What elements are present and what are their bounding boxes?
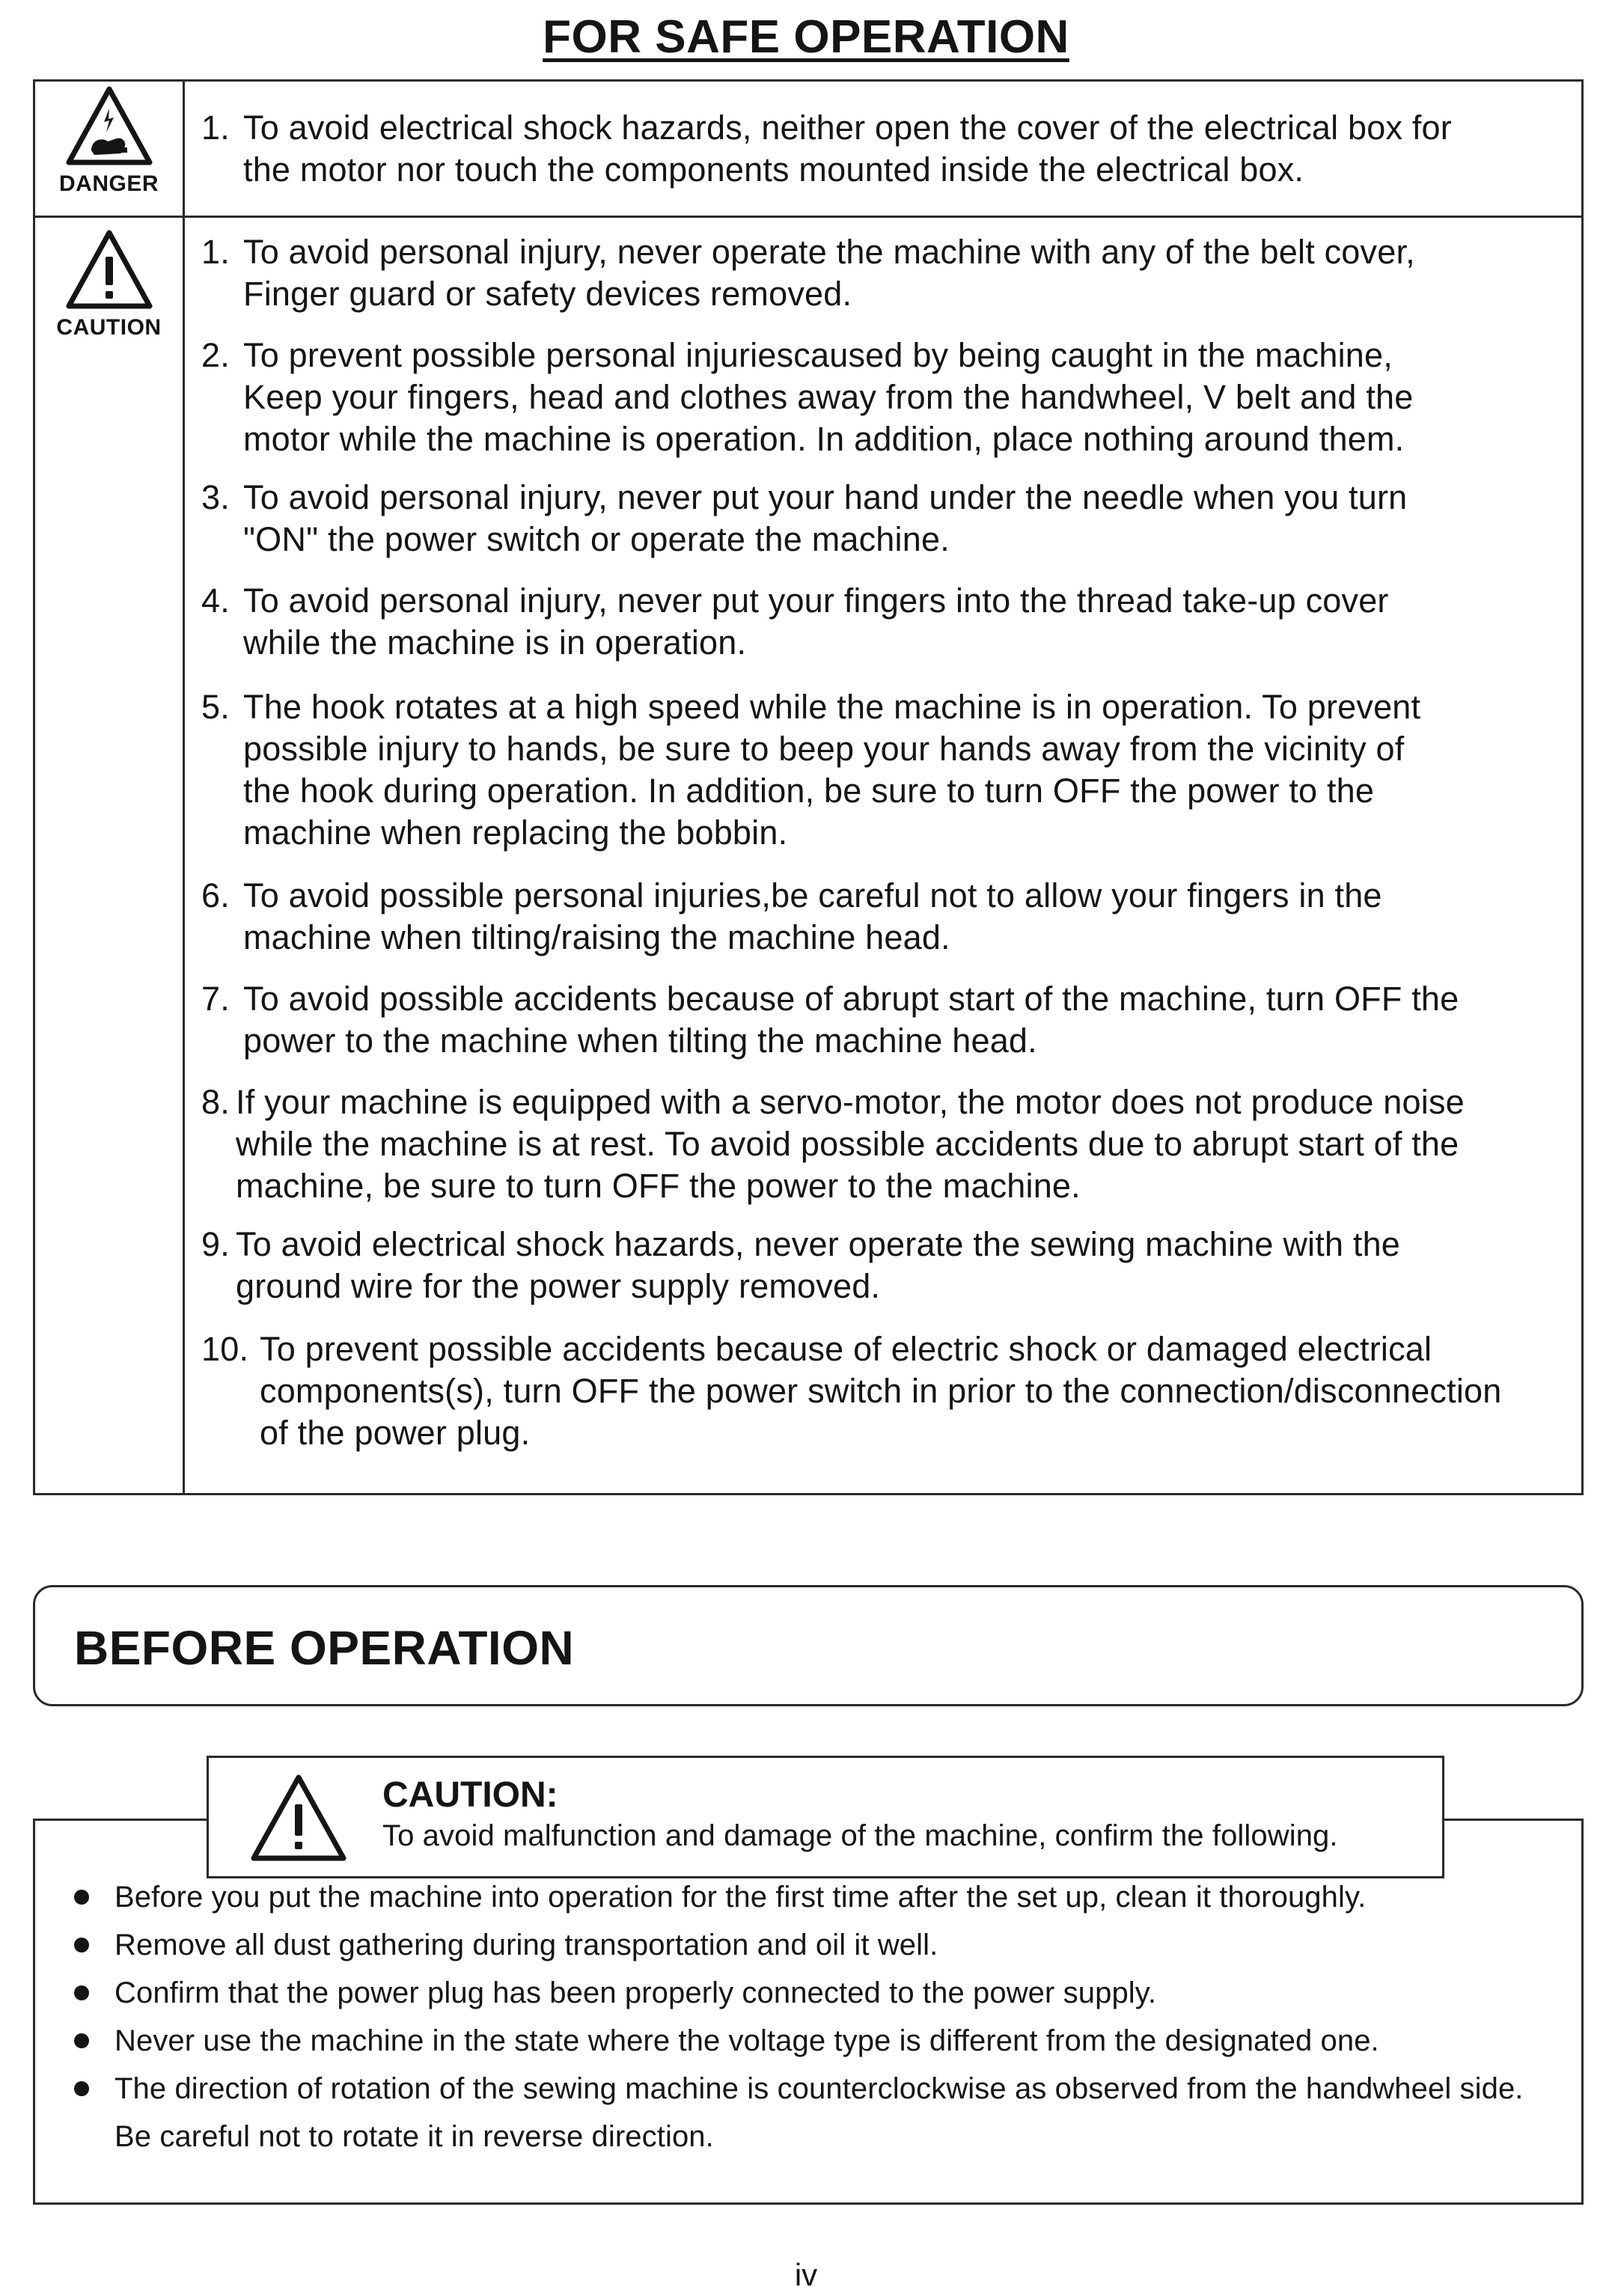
caution-item (201, 1224, 1571, 1307)
caution-item (201, 231, 1571, 315)
caution-item (201, 686, 1571, 854)
caution-text: To avoid malfunction and damage of the machine, confirm the following. (382, 1819, 1338, 1852)
danger-label: DANGER (58, 171, 159, 196)
page-number: iv (794, 2257, 818, 2292)
caution-item (201, 1081, 1571, 1207)
bullet-dot-icon (74, 2033, 89, 2048)
item-text: To prevent possible accidents because of electric shock or damaged electrical components(s), turn OFF the power switch in prior to the connection/disconnection of the power plug. (260, 1330, 1502, 1452)
caution-symbol (35, 228, 183, 341)
item-number: 5. (201, 688, 230, 726)
caution-item (201, 978, 1571, 1062)
item-number: 2. (201, 336, 230, 374)
list-item-text: Remove all dust gathering during transportation and oil it well. (115, 1929, 938, 1961)
item-text: To avoid personal injury, never put your hand under the needle when you turn "ON" the power switch or operate the machine. (243, 478, 1408, 558)
before-operation-header (33, 1585, 1584, 1706)
item-number: 1. (201, 233, 230, 271)
page-title: FOR SAFE OPERATION (543, 11, 1069, 63)
item-text: To avoid possible personal injuries,be careful not to allow your fingers in the machine when tilting/raising the machine head. (243, 876, 1382, 956)
item-number: 1. (201, 109, 230, 147)
item-text: To avoid electrical shock hazards, never operate the sewing machine with the ground wire for the power supply removed. (236, 1225, 1401, 1305)
item-text: The hook rotates at a high speed while the machine is in operation. To prevent possible injury to hands, be sure to beep your hands away from the vicinity of the hook during operation. In addition, be sure to turn OFF the power to the machine when replacing the bobbin. (243, 688, 1421, 852)
section-title: BEFORE OPERATION (74, 1621, 575, 1675)
bullet-dot-icon (74, 2081, 89, 2096)
list-item-text: Before you put the machine into operation for the first time after the set up, clean it thoroughly. (115, 1881, 1367, 1914)
caution-exclamation-triangle-icon (64, 228, 154, 312)
list-item (35, 1969, 1581, 2017)
caution-item (201, 580, 1571, 664)
bullet-dot-icon (74, 1890, 89, 1905)
caution-item (201, 875, 1571, 959)
item-number: 8. (201, 1083, 230, 1121)
bullet-list (35, 1873, 1581, 2161)
item-text: To avoid personal injury, never put your fingers into the thread take-up cover while the machine is in operation. (243, 581, 1389, 662)
caution-item (201, 1328, 1571, 1454)
danger-symbol (35, 85, 183, 197)
item-text: To avoid possible accidents because of abrupt start of the machine, turn OFF the power to the machine when tilting the machine head. (243, 980, 1459, 1060)
list-item-text: Confirm that the power plug has been properly connected to the power supply. (115, 1976, 1157, 2009)
item-number: 7. (201, 980, 230, 1018)
list-item (35, 2017, 1581, 2065)
caution-callout (207, 1756, 1444, 1878)
item-text: To prevent possible personal injuriescaused by being caught in the machine, Keep your fingers, head and clothes away from the handwheel, V belt and the motor while the machine is operation. In addition, place nothing around them. (243, 336, 1414, 458)
bullet-dot-icon (74, 1938, 89, 1952)
list-item (35, 2065, 1581, 2161)
safety-table (33, 79, 1584, 1495)
list-item (35, 1873, 1581, 1921)
table-column-divider (183, 82, 185, 1493)
caution-exclamation-triangle-icon (249, 1773, 348, 1864)
danger-item (201, 107, 1571, 191)
list-item-text: Never use the machine in the state where the voltage type is different from the designated one. (115, 2024, 1379, 2057)
table-row-divider (35, 216, 1581, 218)
bullet-dot-icon (74, 1985, 89, 2000)
item-text: To avoid electrical shock hazards, neither open the cover of the electrical box for the motor nor touch the components mounted inside the electrical box. (243, 109, 1452, 189)
list-item-text: The direction of rotation of the sewing machine is counterclockwise as observed from the handwheel side. Be careful not to rotate it in reverse direction. (115, 2072, 1524, 2153)
caution-item (201, 335, 1571, 460)
list-item (35, 1921, 1581, 1969)
item-text: To avoid personal injury, never operate the machine with any of the belt cover, Finger guard or safety devices removed. (243, 233, 1415, 313)
item-number: 3. (201, 478, 230, 516)
caution-item (201, 477, 1571, 561)
item-number: 9. (201, 1225, 230, 1263)
item-number: 10. (201, 1330, 249, 1368)
item-text: If your machine is equipped with a servo-motor, the motor does not produce noise while the machine is at rest. To avoid possible accidents due to abrupt start of the machine, be sure to turn OFF the power to the machine. (236, 1083, 1465, 1205)
danger-hand-warning-icon (64, 85, 154, 168)
item-number: 6. (201, 876, 230, 915)
item-number: 4. (201, 581, 230, 620)
caution-title: CAUTION: (382, 1775, 558, 1815)
caution-label: CAUTION (56, 315, 162, 340)
